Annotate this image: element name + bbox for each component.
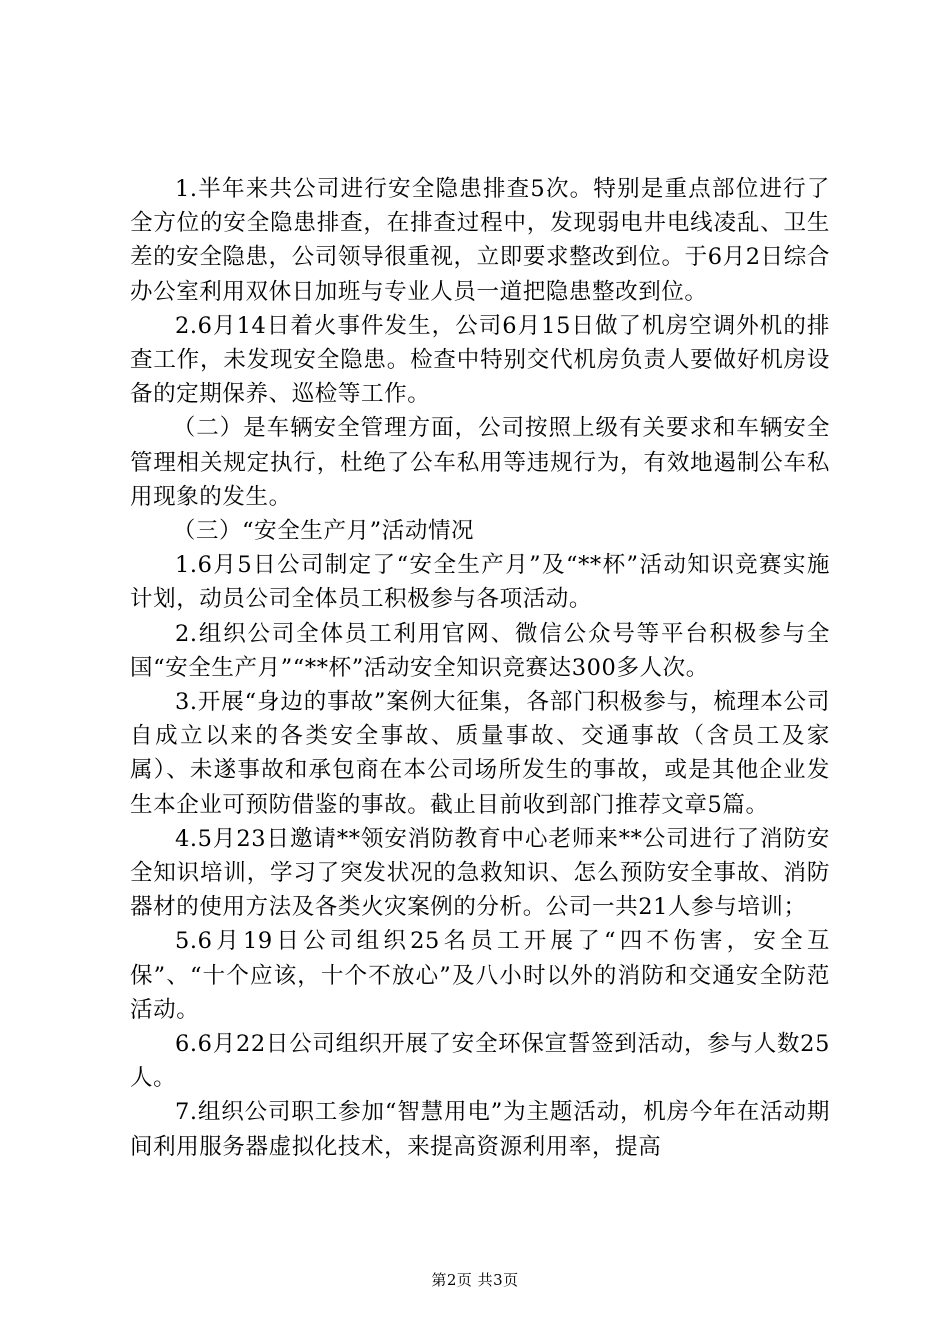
paragraph-safety-month-5: 5.6月19日公司组织25名员工开展了“四不伤害，安全互保”、“十个应该，十个不放心”及八小时以外的消防和交通安全防范活动。 [130,928,830,1023]
paragraph-safety-month-4: 4.5月23日邀请**领安消防教育中心老师来**公司进行了消防安全知识培训，学习了突发状况的急救知识、怎么预防安全事故、消防器材的使用方法及各类火灾案例的分析。公司一共21人参与培训； [130,825,830,921]
paragraph-2: 2.6月14日着火事件发生，公司6月15日做了机房空调外机的排查工作，未发现安全隐患。检查中特别交代机房负责人要做好机房设备的定期保养、巡检等工作。 [130,312,830,408]
paragraph-safety-month-6: 6.6月22日公司组织开展了安全环保宣誓签到活动，参与人数25人。 [130,1031,830,1092]
section-heading-safety-month: （三）“安全生产月”活动情况 [172,518,475,545]
paragraph-1: 1.半年来共公司进行安全隐患排查5次。特别是重点部位进行了全方位的安全隐患排查，在排查过程中，发现弱电井电线凌乱、卫生差的安全隐患，公司领导很重视，立即要求整改到位。于6月2日综合办公室利用双休日加班与专业人员一道把隐患整改到位。 [130,176,830,305]
paragraph-safety-month-3: 3.开展“身边的事故”案例大征集，各部门积极参与，梳理本公司自成立以来的各类安全事故、质量事故、交通事故（含员工及家属）、未遂事故和承包商在本公司场所发生的事故，或是其他企业发生本企业可预防借鉴的事故。截止目前收到部门推荐文章5篇。 [130,689,830,818]
paragraph-vehicle-safety: （二）是车辆安全管理方面，公司按照上级有关要求和车辆安全管理相关规定执行，杜绝了公车私用等违规行为，有效地遏制公车私用现象的发生。 [130,415,830,510]
document-body [130,172,830,1164]
paragraph-safety-month-2: 2.组织公司全体员工利用官网、微信公众号等平台积极参与全国“安全生产月”“**杯”活动安全知识竞赛达300多人次。 [130,620,830,681]
paragraph-safety-month-7: 7.组织公司职工参加“智慧用电”为主题活动，机房今年在活动期间利用服务器虚拟化技术，来提高资源利用率，提高 [130,1099,830,1160]
paragraph-safety-month-1: 1.6月5日公司制定了“安全生产月”及“**杯”活动知识竞赛实施计划，动员公司全体员工积极参与各项活动。 [130,552,830,613]
page-footer: 第2页 共3页 [431,1271,519,1289]
